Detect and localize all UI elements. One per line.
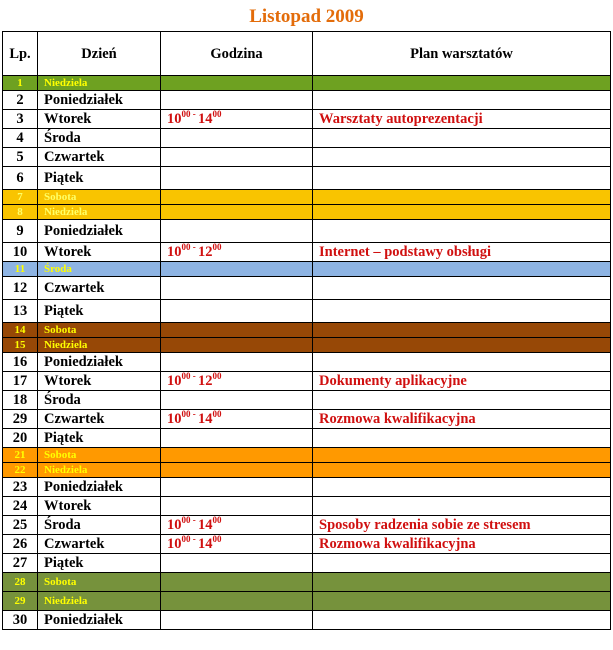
table-row xyxy=(3,463,611,478)
row-day: Niedziela xyxy=(38,592,161,611)
table-row xyxy=(3,478,611,497)
row-time xyxy=(161,535,313,554)
row-time xyxy=(161,554,313,573)
table-row xyxy=(3,300,611,323)
row-number: 8 xyxy=(3,205,38,220)
row-time xyxy=(161,190,313,205)
row-plan xyxy=(313,148,611,167)
row-number: 25 xyxy=(3,516,38,535)
time-start-min: 00 xyxy=(181,242,191,253)
time-start-hour: 10 xyxy=(167,111,182,127)
schedule-table xyxy=(2,31,611,630)
table-row xyxy=(3,372,611,391)
row-plan xyxy=(313,323,611,338)
row-day: Wtorek xyxy=(38,497,161,516)
table-row xyxy=(3,148,611,167)
table-row xyxy=(3,323,611,338)
row-number: 13 xyxy=(3,300,38,323)
row-plan xyxy=(313,220,611,243)
time-end-hour: 12 xyxy=(198,244,213,260)
row-time xyxy=(161,611,313,630)
row-time xyxy=(161,372,313,391)
row-time xyxy=(161,573,313,592)
header-lp: Lp. xyxy=(3,32,38,76)
row-number: 21 xyxy=(3,448,38,463)
table-row xyxy=(3,190,611,205)
time-start-hour: 10 xyxy=(167,411,182,427)
row-time xyxy=(161,220,313,243)
row-day: Poniedziałek xyxy=(38,478,161,497)
row-plan xyxy=(313,497,611,516)
row-time xyxy=(161,148,313,167)
time-start-hour: 10 xyxy=(167,536,182,552)
table-row xyxy=(3,410,611,429)
row-day: Niedziela xyxy=(38,76,161,91)
time-separator: - xyxy=(190,534,198,545)
row-day: Sobota xyxy=(38,573,161,592)
row-time xyxy=(161,277,313,300)
row-plan xyxy=(313,338,611,353)
table-row xyxy=(3,497,611,516)
row-number: 30 xyxy=(3,611,38,630)
row-day: Poniedziałek xyxy=(38,91,161,110)
row-time xyxy=(161,338,313,353)
time-separator: - xyxy=(190,242,198,253)
row-number: 3 xyxy=(3,110,38,129)
time-end-hour: 14 xyxy=(198,111,213,127)
row-day: Poniedziałek xyxy=(38,611,161,630)
row-number: 12 xyxy=(3,277,38,300)
row-time xyxy=(161,463,313,478)
row-number: 4 xyxy=(3,129,38,148)
table-row xyxy=(3,391,611,410)
table-row xyxy=(3,353,611,372)
table-body xyxy=(3,76,611,630)
time-end-min: 00 xyxy=(212,242,222,253)
row-time xyxy=(161,391,313,410)
time-separator: - xyxy=(190,409,198,420)
time-end-min: 00 xyxy=(212,109,222,120)
row-day: Niedziela xyxy=(38,338,161,353)
header-plan: Plan warsztatów xyxy=(313,32,611,76)
row-number: 2 xyxy=(3,91,38,110)
row-plan: Sposoby radzenia sobie ze stresem xyxy=(313,516,611,535)
row-number: 7 xyxy=(3,190,38,205)
table-row xyxy=(3,535,611,554)
row-number: 22 xyxy=(3,463,38,478)
row-day: Środa xyxy=(38,262,161,277)
row-day: Piątek xyxy=(38,429,161,448)
row-day: Poniedziałek xyxy=(38,353,161,372)
time-end-min: 00 xyxy=(212,371,222,382)
row-time xyxy=(161,91,313,110)
row-day: Sobota xyxy=(38,323,161,338)
row-plan: Dokumenty aplikacyjne xyxy=(313,372,611,391)
table-row xyxy=(3,262,611,277)
header-time: Godzina xyxy=(161,32,313,76)
row-time xyxy=(161,323,313,338)
row-day: Niedziela xyxy=(38,463,161,478)
row-number: 28 xyxy=(3,573,38,592)
row-time xyxy=(161,429,313,448)
row-plan xyxy=(313,463,611,478)
row-plan xyxy=(313,190,611,205)
row-plan: Rozmowa kwalifikacyjna xyxy=(313,535,611,554)
row-number: 9 xyxy=(3,220,38,243)
row-number: 10 xyxy=(3,243,38,262)
row-time xyxy=(161,205,313,220)
time-start-min: 00 xyxy=(181,534,191,545)
table-row xyxy=(3,76,611,91)
row-day: Niedziela xyxy=(38,205,161,220)
time-separator: - xyxy=(190,109,198,120)
row-plan xyxy=(313,429,611,448)
row-plan xyxy=(313,300,611,323)
row-number: 20 xyxy=(3,429,38,448)
table-row xyxy=(3,220,611,243)
table-header-row xyxy=(3,32,611,76)
row-plan: Rozmowa kwalifikacyjna xyxy=(313,410,611,429)
row-plan xyxy=(313,353,611,372)
time-end-hour: 14 xyxy=(198,411,213,427)
time-start-hour: 10 xyxy=(167,244,182,260)
row-plan xyxy=(313,167,611,190)
row-plan: Internet – podstawy obsługi xyxy=(313,243,611,262)
time-separator: - xyxy=(190,515,198,526)
row-plan xyxy=(313,277,611,300)
time-start-hour: 10 xyxy=(167,517,182,533)
table-row xyxy=(3,448,611,463)
row-day: Wtorek xyxy=(38,110,161,129)
row-plan xyxy=(313,262,611,277)
row-time xyxy=(161,167,313,190)
table-row xyxy=(3,167,611,190)
row-day: Piątek xyxy=(38,167,161,190)
row-day: Czwartek xyxy=(38,410,161,429)
table-row xyxy=(3,516,611,535)
row-day: Piątek xyxy=(38,554,161,573)
row-day: Sobota xyxy=(38,448,161,463)
time-separator: - xyxy=(190,371,198,382)
row-plan xyxy=(313,91,611,110)
row-number: 14 xyxy=(3,323,38,338)
row-time xyxy=(161,448,313,463)
table-row xyxy=(3,243,611,262)
row-number: 17 xyxy=(3,372,38,391)
time-end-min: 00 xyxy=(212,409,222,420)
row-day: Poniedziałek xyxy=(38,220,161,243)
row-plan xyxy=(313,478,611,497)
table-row xyxy=(3,338,611,353)
row-time xyxy=(161,300,313,323)
time-start-hour: 10 xyxy=(167,373,182,389)
row-number: 16 xyxy=(3,353,38,372)
row-time xyxy=(161,110,313,129)
row-day: Wtorek xyxy=(38,372,161,391)
row-number: 26 xyxy=(3,535,38,554)
time-start-min: 00 xyxy=(181,409,191,420)
row-number: 5 xyxy=(3,148,38,167)
row-number: 23 xyxy=(3,478,38,497)
row-day: Czwartek xyxy=(38,535,161,554)
row-plan: Warsztaty autoprezentacji xyxy=(313,110,611,129)
row-plan xyxy=(313,129,611,148)
row-plan xyxy=(313,205,611,220)
time-end-hour: 14 xyxy=(198,517,213,533)
row-number: 24 xyxy=(3,497,38,516)
page-title: Listopad 2009 xyxy=(249,6,364,27)
time-end-min: 00 xyxy=(212,515,222,526)
row-day: Wtorek xyxy=(38,243,161,262)
row-number: 6 xyxy=(3,167,38,190)
row-day: Środa xyxy=(38,516,161,535)
table-row xyxy=(3,611,611,630)
row-number: 1 xyxy=(3,76,38,91)
row-plan xyxy=(313,448,611,463)
row-day: Środa xyxy=(38,129,161,148)
row-day: Czwartek xyxy=(38,277,161,300)
time-end-min: 00 xyxy=(212,534,222,545)
time-end-hour: 14 xyxy=(198,536,213,552)
table-row xyxy=(3,592,611,611)
table-row xyxy=(3,110,611,129)
row-plan xyxy=(313,592,611,611)
row-plan xyxy=(313,76,611,91)
time-start-min: 00 xyxy=(181,109,191,120)
table-row xyxy=(3,573,611,592)
row-time xyxy=(161,76,313,91)
table-row xyxy=(3,277,611,300)
row-day: Środa xyxy=(38,391,161,410)
row-day: Piątek xyxy=(38,300,161,323)
row-time xyxy=(161,243,313,262)
row-day: Sobota xyxy=(38,190,161,205)
row-time xyxy=(161,410,313,429)
header-day: Dzień xyxy=(38,32,161,76)
row-time xyxy=(161,478,313,497)
table-row xyxy=(3,429,611,448)
row-plan xyxy=(313,391,611,410)
table-row xyxy=(3,91,611,110)
row-number: 29 xyxy=(3,410,38,429)
row-number: 11 xyxy=(3,262,38,277)
row-plan xyxy=(313,611,611,630)
table-row xyxy=(3,205,611,220)
row-day: Czwartek xyxy=(38,148,161,167)
table-row xyxy=(3,554,611,573)
time-start-min: 00 xyxy=(181,371,191,382)
row-number: 27 xyxy=(3,554,38,573)
time-start-min: 00 xyxy=(181,515,191,526)
row-time xyxy=(161,516,313,535)
table-row xyxy=(3,129,611,148)
row-time xyxy=(161,592,313,611)
row-time xyxy=(161,129,313,148)
row-number: 29 xyxy=(3,592,38,611)
row-number: 18 xyxy=(3,391,38,410)
row-time xyxy=(161,353,313,372)
row-number: 15 xyxy=(3,338,38,353)
time-end-hour: 12 xyxy=(198,373,213,389)
row-time xyxy=(161,262,313,277)
row-plan xyxy=(313,554,611,573)
row-plan xyxy=(313,573,611,592)
row-time xyxy=(161,497,313,516)
